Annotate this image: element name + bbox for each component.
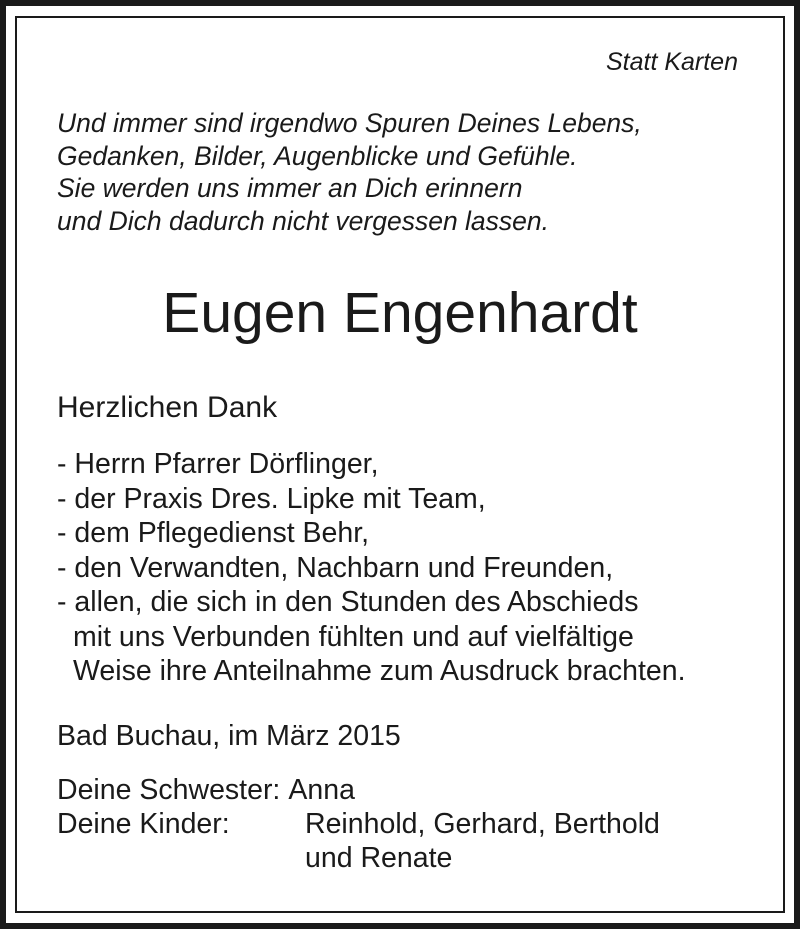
statt-karten-note: Statt Karten [605,48,738,76]
thanks-item: - der Praxis Dres. Lipke mit Team, [57,482,486,515]
children-names-continuation: und Renate [305,842,453,874]
place-date: Bad Buchau, im März 2015 [57,720,401,752]
poem-line: Und immer sind irgendwo Spuren Deines Lebens, [57,108,642,138]
children-row [57,807,660,841]
children-label: Deine Kinder: [57,808,230,840]
poem-line: Gedanken, Bilder, Augenblicke und Gefühle. [57,140,578,171]
poem-line: Sie werden uns immer an Dich erinnern [57,173,523,203]
thanks-item: - den Verwandten, Nachbarn und Freunden, [57,551,614,584]
sister-names: Anna [288,774,355,806]
sister-row [57,773,660,807]
children-row-continuation [57,841,660,875]
deceased-name: Eugen Engenhardt [162,281,638,345]
family-signatures [57,773,660,875]
children-names: Reinhold, Gerhard, Berthold [305,808,660,840]
thanks-heading: Herzlichen Dank [57,391,278,424]
thanks-list [57,447,686,689]
poem-line: und Dich dadurch nicht vergessen lassen. [57,205,550,236]
thanks-item-continuation: mit uns Verbunden fühlten und auf vielfältige [73,620,634,653]
thanks-item-continuation: Weise ihre Anteilnahme zum Ausdruck brachten. [73,655,686,687]
thanks-item: - Herrn Pfarrer Dörflinger, [57,448,379,480]
thanks-item: - dem Pflegedienst Behr, [57,517,370,549]
poem [57,107,642,237]
thanks-item: - allen, die sich in den Stunden des Abschieds [57,586,639,618]
sister-label: Deine Schwester: [57,774,281,806]
